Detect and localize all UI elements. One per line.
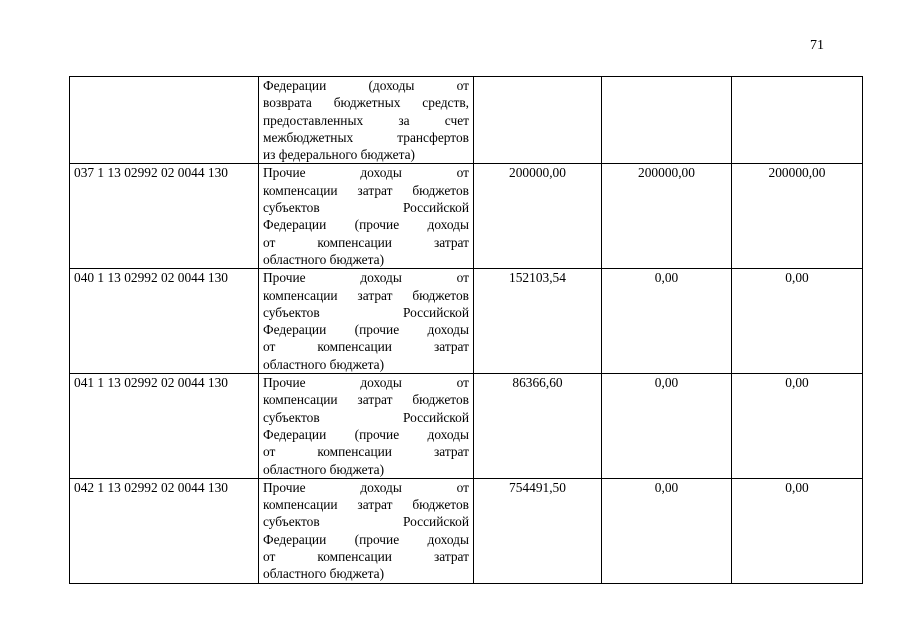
income-name-line: от компенсации затрат — [263, 234, 469, 250]
income-name-line: Прочие доходы от — [263, 165, 469, 181]
table-row — [70, 77, 863, 164]
amount-cell-1: 200000,00 — [474, 164, 602, 269]
income-name-cell — [259, 374, 474, 479]
budget-code-cell: 037 1 13 02992 02 0044 130 — [70, 164, 259, 269]
income-name-line: Прочие доходы от — [263, 270, 469, 286]
income-name-line: от компенсации затрат — [263, 444, 469, 460]
amount-cell-2: 200000,00 — [602, 164, 732, 269]
income-name-line: Федерации (прочие доходы — [263, 531, 469, 547]
amount-cell-3: 200000,00 — [732, 164, 863, 269]
amount-cell-2 — [602, 77, 732, 164]
income-name-line: субъектов Российской — [263, 514, 469, 530]
income-name-line: компенсации затрат бюджетов — [263, 287, 469, 303]
budget-code-cell — [70, 77, 259, 164]
income-name-cell — [259, 164, 474, 269]
income-name-line: областного бюджета) — [263, 356, 385, 372]
income-name-line: компенсации затрат бюджетов — [263, 392, 469, 408]
income-name-line: субъектов Российской — [263, 200, 469, 216]
amount-cell-3 — [732, 77, 863, 164]
income-name-line: Федерации (доходы от — [263, 78, 469, 93]
income-name-line: областного бюджета) — [263, 251, 385, 267]
income-name-line: субъектов Российской — [263, 304, 469, 320]
income-name-line: из федерального бюджета) — [263, 147, 415, 163]
income-name-line: от компенсации затрат — [263, 339, 469, 355]
table-row — [70, 374, 863, 479]
budget-income-table — [69, 76, 863, 584]
table-row — [70, 269, 863, 374]
amount-cell-1: 86366,60 — [474, 374, 602, 479]
income-name-cell — [259, 77, 474, 164]
amount-cell-3: 0,00 — [732, 374, 863, 479]
page-number: 71 — [810, 38, 824, 53]
amount-cell-1 — [474, 77, 602, 164]
amount-cell-2: 0,00 — [602, 374, 732, 479]
income-name-line: Прочие доходы от — [263, 479, 469, 495]
amount-cell-3: 0,00 — [732, 269, 863, 374]
income-name-line: областного бюджета) — [263, 566, 385, 582]
amount-cell-1: 152103,54 — [474, 269, 602, 374]
income-name-line: компенсации затрат бюджетов — [263, 182, 469, 198]
budget-code-cell: 041 1 13 02992 02 0044 130 — [70, 374, 259, 479]
table-row — [70, 478, 863, 583]
table-row — [70, 164, 863, 269]
income-name-line: Федерации (прочие доходы — [263, 426, 469, 442]
income-name-line: межбюджетных трансфертов — [263, 129, 469, 145]
income-name-line: субъектов Российской — [263, 409, 469, 425]
income-name-line: Федерации (прочие доходы — [263, 217, 469, 233]
amount-cell-2: 0,00 — [602, 478, 732, 583]
income-name-line: компенсации затрат бюджетов — [263, 497, 469, 513]
amount-cell-1: 754491,50 — [474, 478, 602, 583]
amount-cell-3: 0,00 — [732, 478, 863, 583]
income-name-cell — [259, 269, 474, 374]
budget-code-cell: 040 1 13 02992 02 0044 130 — [70, 269, 259, 374]
income-name-line: Прочие доходы от — [263, 375, 469, 391]
amount-cell-2: 0,00 — [602, 269, 732, 374]
income-name-line: предоставленных за счет — [263, 112, 469, 128]
income-name-line: областного бюджета) — [263, 461, 385, 477]
income-name-line: Федерации (прочие доходы — [263, 322, 469, 338]
budget-code-cell: 042 1 13 02992 02 0044 130 — [70, 478, 259, 583]
income-name-line: от компенсации затрат — [263, 549, 469, 565]
income-name-cell — [259, 478, 474, 583]
income-name-line: возврата бюджетных средств, — [263, 95, 469, 111]
